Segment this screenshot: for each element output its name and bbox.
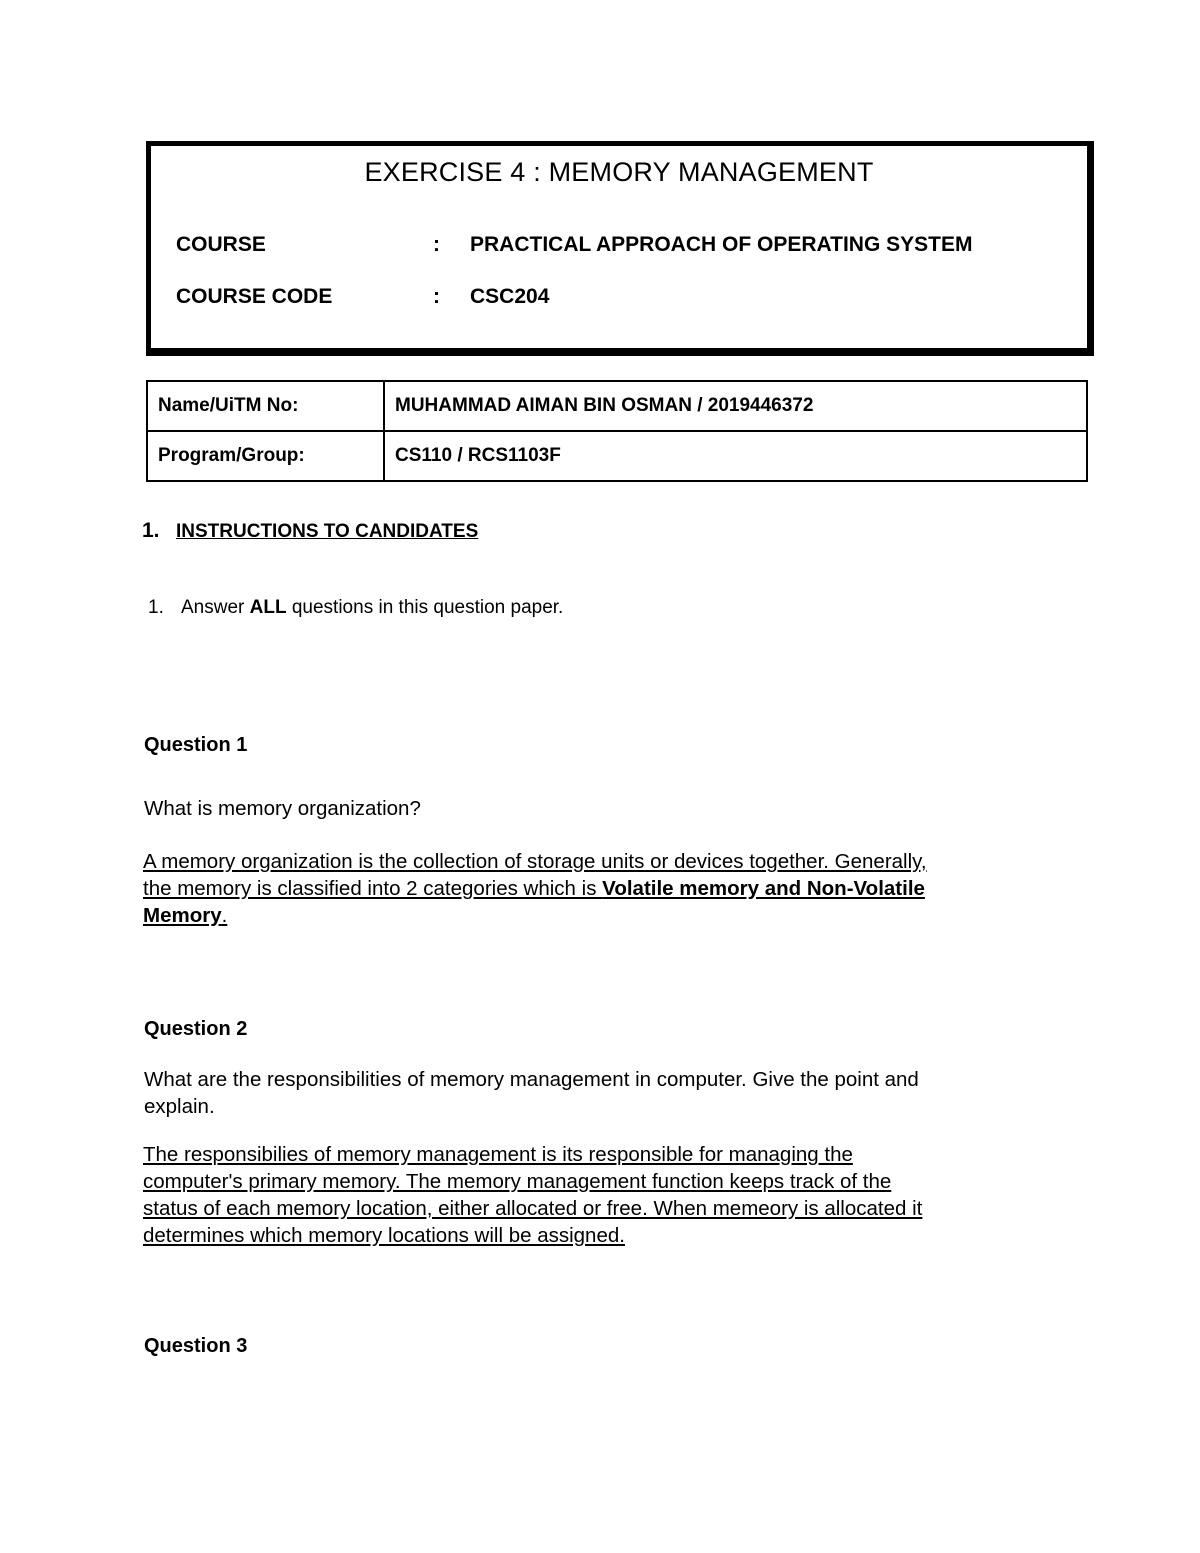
answer-1-line-2-bold: Volatile memory and Non-Volatile (602, 877, 925, 900)
question-1-heading: Question 1 (144, 734, 248, 756)
question-3-heading: Question 3 (144, 1335, 248, 1357)
student-info-table (146, 380, 1088, 482)
question-1-text: What is memory organization? (144, 797, 421, 820)
question-2-line-1: What are the responsibilities of memory management in computer. Give the point and (144, 1068, 919, 1091)
course-label: COURSE (176, 233, 266, 256)
answer-2-line-3: status of each memory location, either allocated or free. When memeory is allocated it (143, 1197, 923, 1220)
answer-2-line-4: determines which memory locations will be assigned. (143, 1224, 625, 1247)
instruction-text-start: Answer (181, 597, 250, 618)
exercise-header-box (146, 141, 1094, 356)
name-value: MUHAMMAD AIMAN BIN OSMAN / 2019446372 (384, 381, 1087, 431)
answer-1-line-2-plain: the memory is classified into 2 categories which is (143, 877, 603, 900)
course-code-label: COURSE CODE (176, 285, 333, 308)
section-number: 1. (142, 519, 160, 542)
instruction-number: 1. (148, 597, 164, 618)
answer-1-line-1: A memory organization is the collection of storage units or devices together. Generally, (143, 850, 927, 873)
answer-1-line-3-end: . (221, 904, 228, 927)
question-1-answer (143, 848, 927, 929)
program-label: Program/Group: (147, 431, 384, 481)
program-row (147, 431, 1087, 481)
question-2-answer (143, 1141, 922, 1249)
name-row (147, 381, 1087, 431)
instruction-text (181, 597, 563, 619)
program-value: CS110 / RCS1103F (384, 431, 1087, 481)
answer-1-line-3 (143, 902, 927, 929)
answer-1-line-3-bold: Memory (143, 904, 222, 927)
course-code-colon: : (433, 285, 440, 308)
question-2-text (144, 1066, 919, 1120)
instruction-text-end: questions in this question paper. (286, 597, 564, 618)
answer-2-line-1: The responsibilies of memory management is its responsible for managing the (143, 1143, 853, 1166)
instruction-text-bold: ALL (249, 597, 287, 618)
answer-1-line-2 (143, 875, 927, 902)
course-colon: : (433, 233, 440, 256)
exercise-title: EXERCISE 4 : MEMORY MANAGEMENT (364, 157, 874, 187)
answer-2-line-2: computer's primary memory. The memory management function keeps track of the (143, 1170, 892, 1193)
question-2-line-2: explain. (144, 1095, 215, 1118)
section-title: INSTRUCTIONS TO CANDIDATES (176, 521, 479, 542)
question-2-heading: Question 2 (144, 1018, 248, 1040)
course-code-value: CSC204 (470, 285, 550, 308)
name-label: Name/UiTM No: (147, 381, 384, 431)
course-value: PRACTICAL APPROACH OF OPERATING SYSTEM (470, 233, 973, 256)
